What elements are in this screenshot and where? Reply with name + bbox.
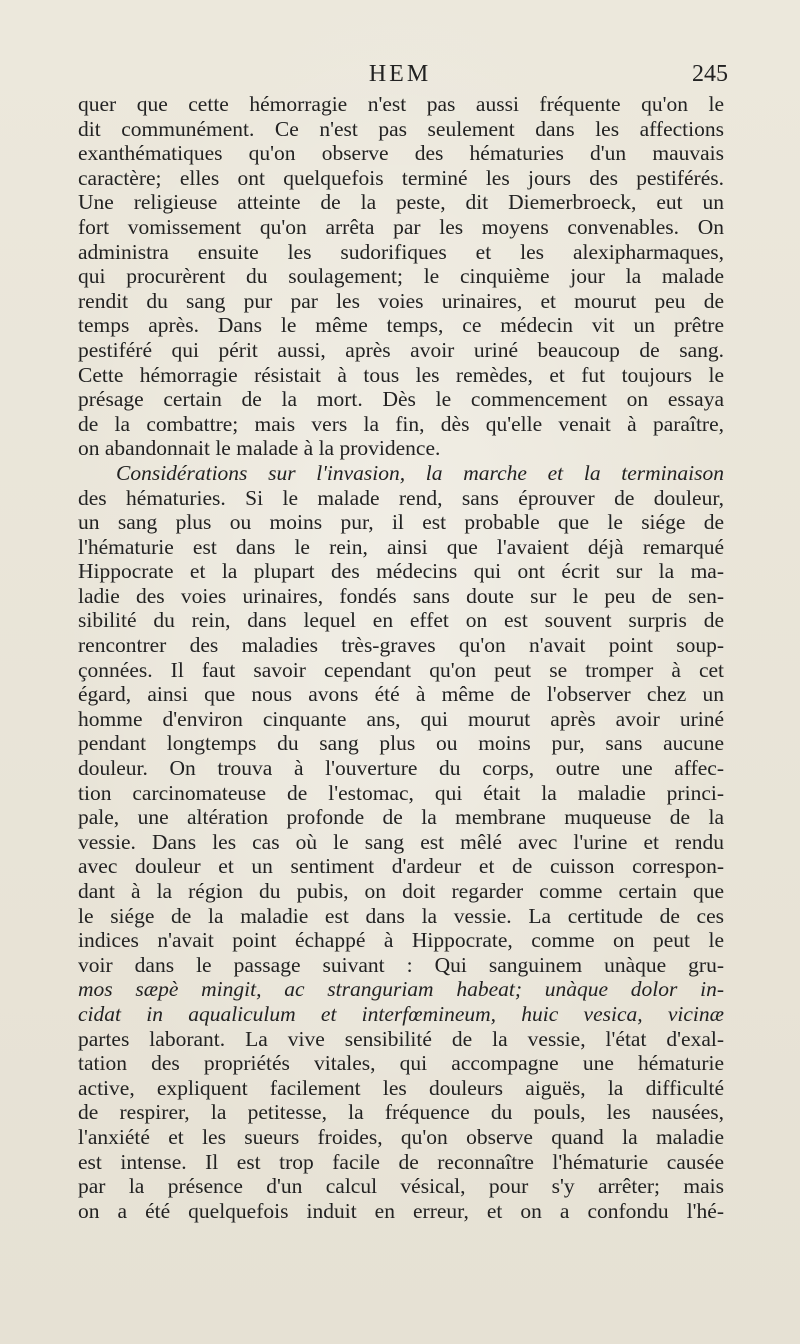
text-line: pale, une altération profonde de la membrane muqueuse de la xyxy=(78,805,724,830)
section-heading-line xyxy=(78,461,724,486)
text-line: indices n'avait point échappé à Hippocrate, comme on peut le xyxy=(78,928,724,953)
text-line: par la présence d'un calcul vésical, pour s'y arrêter; mais xyxy=(78,1174,724,1199)
latin-quote-line: cidat in aqualiculum et interfœmineum, huic vesica, vicinæ xyxy=(78,1001,724,1026)
text-line: douleur. On trouva à l'ouverture du corps, outre une affec- xyxy=(78,756,724,781)
text-line: caractère; elles ont quelquefois terminé les jours des pestiférés. xyxy=(78,165,724,190)
text-line: voir dans le passage suivant : Qui sanguinem unàque gru- xyxy=(78,952,724,977)
running-head xyxy=(0,58,800,90)
latin-quote-line: mos sæpè mingit, ac stranguriam habeat; unàque dolor in- xyxy=(78,977,724,1002)
text-line: un sang plus ou moins pur, il est probable que le siége de xyxy=(78,510,724,535)
text-line: avec douleur et un sentiment d'ardeur et de cuisson correspon- xyxy=(78,854,724,879)
text-line: tation des propriétés vitales, qui accompagne une hématurie xyxy=(78,1051,724,1076)
text-line: on abandonnait le malade à la providence. xyxy=(78,436,441,461)
text-line: homme d'environ cinquante ans, qui mourut après avoir uriné xyxy=(78,706,724,731)
text-line: exanthématiques qu'on observe des hématuries d'un mauvais xyxy=(78,141,724,166)
text-line: fort vomissement qu'on arrêta par les moyens convenables. On xyxy=(78,214,724,239)
text-line: l'hématurie est dans le rein, ainsi que l'avaient déjà remarqué xyxy=(78,534,724,559)
text-line: vessie. Dans les cas où le sang est mêlé avec l'urine et rendu xyxy=(78,829,724,854)
text-line: Hippocrate et la plupart des médecins qui ont écrit sur la ma- xyxy=(78,559,724,584)
running-title: HEM xyxy=(368,61,432,87)
body-text xyxy=(78,92,724,1223)
text-line: pestiféré qui périt aussi, après avoir uriné beaucoup de sang. xyxy=(78,337,724,362)
text-line: Considérations sur l'invasion, la marche et la terminaison xyxy=(116,460,724,485)
text-line: quer que cette hémorragie n'est pas aussi fréquente qu'on le xyxy=(78,92,724,116)
text-line: de respirer, la petitesse, la fréquence du pouls, les nausées, xyxy=(78,1100,724,1125)
text-line: pendant longtemps du sang plus ou moins pur, sans aucune xyxy=(78,731,724,756)
text-line: est intense. Il est trop facile de reconnaître l'hématurie causée xyxy=(78,1149,724,1174)
text-line: rendit du sang pur par les voies urinaires, et mourut peu de xyxy=(78,288,724,313)
text-line: on a été quelquefois induit en erreur, et on a confondu l'hé- xyxy=(78,1198,724,1223)
text-line: de la combattre; mais vers la fin, dès qu'elle venait à paraître, xyxy=(78,411,724,436)
text-line: partes laborant. La vive sensibilité de la vessie, l'état d'exal- xyxy=(78,1026,724,1051)
text-line: temps après. Dans le même temps, ce médecin vit un prêtre xyxy=(78,313,724,338)
text-line: tion carcinomateuse de l'estomac, qui était la maladie princi- xyxy=(78,780,724,805)
text-line: rencontrer des maladies très-graves qu'on n'avait point soup- xyxy=(78,633,724,658)
text-line: présage certain de la mort. Dès le commencement on essaya xyxy=(78,387,724,412)
text-line: sibilité du rein, dans lequel en effet on est souvent surpris de xyxy=(78,608,724,633)
text-line: active, expliquent facilement les douleurs aiguës, la difficulté xyxy=(78,1075,724,1100)
text-line: des hématuries. Si le malade rend, sans éprouver de douleur, xyxy=(78,485,724,510)
text-line: dit communément. Ce n'est pas seulement dans les affections xyxy=(78,116,724,141)
text-line: ladie des voies urinaires, fondés sans doute sur le peu de sen- xyxy=(78,583,724,608)
text-line: çonnées. Il faut savoir cependant qu'on peut se tromper à cet xyxy=(78,657,724,682)
text-line: Cette hémorragie résistait à tous les remèdes, et fut toujours le xyxy=(78,362,724,387)
text-line: Une religieuse atteinte de la peste, dit Diemerbroeck, eut un xyxy=(78,190,724,215)
page-number: 245 xyxy=(692,61,728,87)
text-line: dant à la région du pubis, on doit regarder comme certain que xyxy=(78,879,724,903)
text-line: administra ensuite les sudorifiques et les alexipharmaques, xyxy=(78,239,724,264)
text-line: égard, ainsi que nous avons été à même de l'observer chez un xyxy=(78,682,724,707)
text-line: le siége de la maladie est dans la vessie. La certitude de ces xyxy=(78,903,724,928)
text-line: l'anxiété et les sueurs froides, qu'on observe quand la maladie xyxy=(78,1124,724,1149)
text-line: qui procurèrent du soulagement; le cinquième jour la malade xyxy=(78,264,724,289)
